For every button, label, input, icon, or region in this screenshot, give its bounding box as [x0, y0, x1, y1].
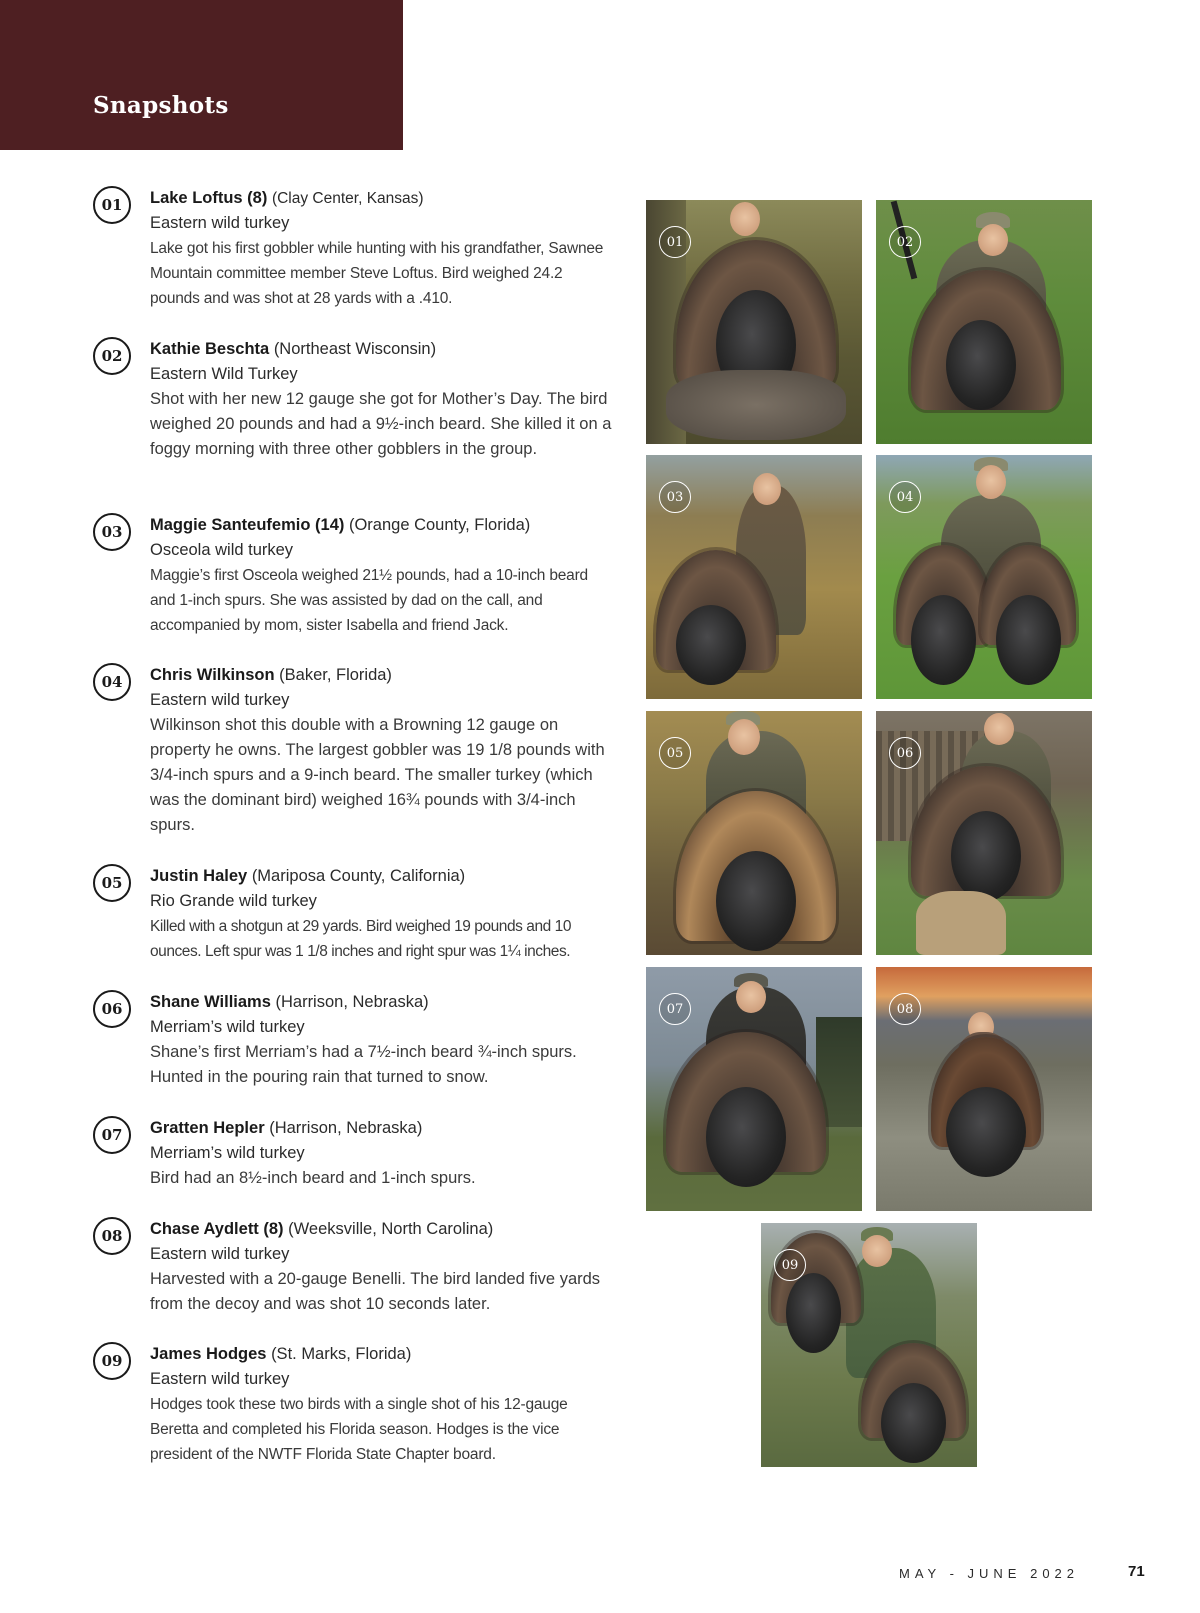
turkey-species: Rio Grande wild turkey — [150, 892, 317, 910]
entry-05 — [93, 864, 613, 964]
photo-08 — [876, 967, 1092, 1211]
photo-number-badge: 06 — [889, 737, 921, 769]
hunter-name: James Hodges — [150, 1345, 267, 1363]
hunter-location: (Baker, Florida) — [279, 666, 392, 684]
photo-number-badge: 01 — [659, 226, 691, 258]
turkey-species: Eastern Wild Turkey — [150, 365, 298, 383]
hunter-name: Lake Loftus (8) — [150, 189, 268, 207]
entry-03 — [93, 513, 613, 638]
entry-number-badge: 09 — [93, 1342, 131, 1380]
section-banner — [0, 0, 403, 150]
hunter-location: (St. Marks, Florida) — [271, 1345, 412, 1363]
issue-date: MAY - JUNE 2022 — [899, 1566, 1080, 1581]
photo-07 — [646, 967, 862, 1211]
turkey-species: Merriam’s wild turkey — [150, 1018, 305, 1036]
entry-04 — [93, 663, 613, 838]
entry-07 — [93, 1116, 613, 1191]
hunter-name: Gratten Hepler — [150, 1119, 265, 1137]
photo-number-badge: 08 — [889, 993, 921, 1025]
entry-caption: Bird had an 8½-inch beard and 1-inch spurs. — [150, 1169, 476, 1187]
photo-05 — [646, 711, 862, 955]
hunter-location: (Orange County, Florida) — [348, 516, 531, 534]
photo-number-badge: 07 — [659, 993, 691, 1025]
photo-06 — [876, 711, 1092, 955]
entry-number-badge: 07 — [93, 1116, 131, 1154]
hunter-name: Kathie Beschta — [150, 340, 270, 358]
turkey-species: Eastern wild turkey — [150, 1245, 290, 1263]
turkey-species: Eastern wild turkey — [150, 1370, 290, 1388]
entry-caption: Shot with her new 12 gauge she got for Mother’s Day. The bird weighed 20 pounds and had a 9½-inch beard. She killed it on a foggy morning with three other gobblers in the group. — [150, 390, 612, 458]
hunter-location: (Clay Center, Kansas) — [271, 190, 424, 207]
hunter-name: Justin Haley — [150, 867, 248, 885]
entry-caption: Lake got his first gobbler while hunting with his grandfather, Sawnee Mountain committee member Steve Loftus. Bird weighed 24.2 pounds and was shot at 28 yards with a .410. — [150, 240, 604, 307]
hunter-location: (Harrison, Nebraska) — [269, 1119, 423, 1137]
turkey-species: Eastern wild turkey — [150, 691, 290, 709]
hunter-name: Chase Aydlett (8) — [150, 1220, 284, 1238]
entry-caption: Harvested with a 20-gauge Benelli. The bird landed five yards from the decoy and was shot 10 seconds later. — [150, 1270, 601, 1313]
entry-number-badge: 04 — [93, 663, 131, 701]
entry-01 — [93, 186, 613, 311]
entry-02 — [93, 337, 613, 462]
photo-number-badge: 02 — [889, 226, 921, 258]
photo-number-badge: 05 — [659, 737, 691, 769]
entry-number-badge: 06 — [93, 990, 131, 1028]
entry-09 — [93, 1342, 613, 1467]
entry-06 — [93, 990, 613, 1090]
photo-04 — [876, 455, 1092, 699]
page-number: 71 — [1128, 1563, 1145, 1580]
hunter-location: (Harrison, Nebraska) — [275, 993, 429, 1011]
hunter-location: (Mariposa County, California) — [251, 867, 466, 885]
photo-number-badge: 03 — [659, 481, 691, 513]
entry-number-badge: 08 — [93, 1217, 131, 1255]
photo-02 — [876, 200, 1092, 444]
photo-09 — [761, 1223, 977, 1467]
section-title: Snapshots — [93, 92, 229, 119]
entry-caption: Killed with a shotgun at 29 yards. Bird weighed 19 pounds and 10 ounces. Left spur was 1 1/8 inches and right spur was 1¼ inches. — [150, 918, 572, 960]
entry-number-badge: 03 — [93, 513, 131, 551]
hunter-name: Chris Wilkinson — [150, 666, 275, 684]
entry-caption: Maggie’s first Osceola weighed 21½ pounds, had a 10-inch beard and 1-inch spurs. She was assisted by dad on the call, and accompanied by mom, sister Isabella and friend Jack. — [150, 567, 588, 634]
hunter-location: (Northeast Wisconsin) — [273, 340, 437, 358]
photo-number-badge: 04 — [889, 481, 921, 513]
turkey-species: Eastern wild turkey — [150, 214, 290, 232]
entry-caption: Shane’s first Merriam’s had a 7½-inch beard ¾-inch spurs. Hunted in the pouring rain that turned to snow. — [150, 1043, 577, 1086]
entry-number-badge: 01 — [93, 186, 131, 224]
entry-caption: Hodges took these two birds with a single shot of his 12-gauge Beretta and completed his Florida season. Hodges is the vice president of the NWTF Florida State Chapter board. — [150, 1396, 568, 1463]
entry-number-badge: 02 — [93, 337, 131, 375]
photo-01 — [646, 200, 862, 444]
hunter-name: Shane Williams — [150, 993, 271, 1011]
hunter-location: (Weeksville, North Carolina) — [288, 1220, 494, 1238]
entry-caption: Wilkinson shot this double with a Browning 12 gauge on property he owns. The largest gobbler was 19 1/8 pounds with 3/4-inch spurs and a 9-inch beard. The smaller turkey (which was the dominant bird) weighed 16¾ pounds with 3/4-inch spurs. — [150, 716, 605, 834]
turkey-species: Osceola wild turkey — [150, 541, 294, 559]
entry-number-badge: 05 — [93, 864, 131, 902]
photo-03 — [646, 455, 862, 699]
entry-08 — [93, 1217, 613, 1317]
photo-number-badge: 09 — [774, 1249, 806, 1281]
hunter-name: Maggie Santeufemio (14) — [150, 516, 345, 534]
turkey-species: Merriam’s wild turkey — [150, 1144, 305, 1162]
